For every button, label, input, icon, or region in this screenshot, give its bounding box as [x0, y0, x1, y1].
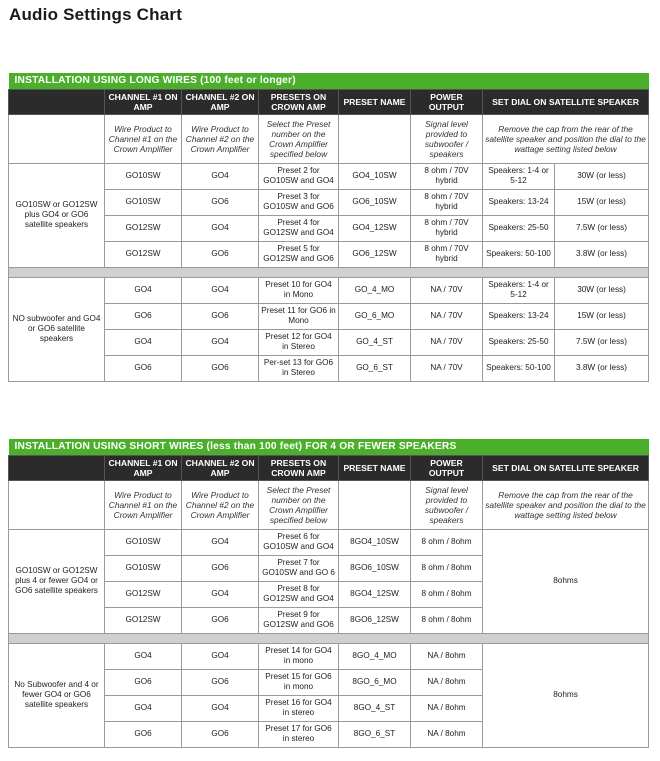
speakers-cell: Speakers: 25-50: [483, 215, 555, 241]
power-output-cell: 8 ohm / 70V hybrid: [411, 215, 483, 241]
preset-name-cell: 8GO4_10SW: [339, 529, 411, 555]
header-blank-cell: [9, 455, 105, 480]
header-row: [9, 89, 649, 114]
speakers-cell: Speakers: 1-4 or 5-12: [483, 277, 555, 303]
channel-2-cell: GO6: [182, 555, 259, 581]
speakers-cell: Speakers: 50-100: [483, 355, 555, 381]
description-channel-2: Wire Product to Channel #2 on the Crown Amplifier: [182, 480, 259, 529]
description-row: [9, 114, 649, 163]
power-output-cell: NA / 8ohm: [411, 721, 483, 747]
description-presets: Select the Preset number on the Crown Amplifier specified below: [259, 480, 339, 529]
channel-2-cell: GO6: [182, 241, 259, 267]
wattage-cell: 3.8W (or less): [555, 241, 649, 267]
table-row: [9, 277, 649, 303]
preset-name-cell: GO_4_MO: [339, 277, 411, 303]
preset-cell: Preset 4 for GO12SW and GO4: [259, 215, 339, 241]
channel-1-cell: GO6: [105, 303, 182, 329]
preset-name-cell: GO4_10SW: [339, 163, 411, 189]
channel-1-cell: GO4: [105, 643, 182, 669]
speakers-cell: Speakers: 1-4 or 5-12: [483, 163, 555, 189]
channel-1-cell: GO6: [105, 355, 182, 381]
power-output-cell: 8 ohm / 8ohm: [411, 529, 483, 555]
table-row: [9, 163, 649, 189]
wattage-cell: 7.5W (or less): [555, 329, 649, 355]
channel-1-cell: GO6: [105, 721, 182, 747]
channel-2-cell: GO4: [182, 163, 259, 189]
description-blank-cell: [9, 114, 105, 163]
wattage-cell: 3.8W (or less): [555, 355, 649, 381]
wattage-cell: 30W (or less): [555, 277, 649, 303]
table-row: [9, 329, 649, 355]
preset-cell: Preset 12 for GO4 in Stereo: [259, 329, 339, 355]
channel-2-cell: GO6: [182, 355, 259, 381]
channel-1-cell: GO4: [105, 695, 182, 721]
channel-1-cell: GO12SW: [105, 607, 182, 633]
preset-name-cell: GO4_12SW: [339, 215, 411, 241]
speakers-cell: Speakers: 13-24: [483, 303, 555, 329]
description-row: [9, 480, 649, 529]
table-row: [9, 529, 649, 555]
separator-cell: [9, 633, 649, 643]
channel-2-cell: GO4: [182, 695, 259, 721]
description-channel-1: Wire Product to Channel #1 on the Crown Amplifier: [105, 114, 182, 163]
preset-cell: Preset 15 for GO6 in mono: [259, 669, 339, 695]
header-channel-2: CHANNEL #2 ON AMP: [182, 455, 259, 480]
channel-2-cell: GO4: [182, 581, 259, 607]
header-row: [9, 455, 649, 480]
channel-2-cell: GO6: [182, 303, 259, 329]
power-output-cell: NA / 70V: [411, 355, 483, 381]
header-channel-1: CHANNEL #1 ON AMP: [105, 89, 182, 114]
description-power-output: Signal level provided to subwoofer / speakers: [411, 114, 483, 163]
power-output-cell: 8 ohm / 8ohm: [411, 581, 483, 607]
satellite-dial-cell: 8ohms: [483, 529, 649, 633]
banner-row: [9, 73, 649, 89]
channel-1-cell: GO6: [105, 669, 182, 695]
description-preset-name: [339, 114, 411, 163]
preset-cell: Preset 14 for GO4 in mono: [259, 643, 339, 669]
table-banner: INSTALLATION USING SHORT WIRES (less than 100 feet) FOR 4 OR FEWER SPEAKERS: [9, 439, 649, 455]
wattage-cell: 15W (or less): [555, 303, 649, 329]
preset-cell: Preset 3 for GO10SW and GO6: [259, 189, 339, 215]
power-output-cell: 8 ohm / 70V hybrid: [411, 189, 483, 215]
description-channel-1: Wire Product to Channel #1 on the Crown Amplifier: [105, 480, 182, 529]
page-title: Audio Settings Chart: [9, 5, 183, 24]
preset-name-cell: GO_6_ST: [339, 355, 411, 381]
channel-1-cell: GO10SW: [105, 163, 182, 189]
channel-1-cell: GO4: [105, 277, 182, 303]
header-preset-name: PRESET NAME: [339, 89, 411, 114]
description-blank-cell: [9, 480, 105, 529]
preset-cell: Preset 6 for GO10SW and GO4: [259, 529, 339, 555]
power-output-cell: 8 ohm / 70V hybrid: [411, 163, 483, 189]
header-power-output: POWER OUTPUT: [411, 89, 483, 114]
description-satellite-dial: Remove the cap from the rear of the satellite speaker and position the dial to the wattage setting listed below: [483, 114, 649, 163]
channel-2-cell: GO6: [182, 607, 259, 633]
channel-2-cell: GO6: [182, 669, 259, 695]
channel-2-cell: GO4: [182, 643, 259, 669]
power-output-cell: NA / 70V: [411, 303, 483, 329]
group-label: NO subwoofer and GO4 or GO6 satellite speakers: [9, 277, 105, 381]
header-channel-2: CHANNEL #2 ON AMP: [182, 89, 259, 114]
preset-name-cell: GO6_12SW: [339, 241, 411, 267]
power-output-cell: 8 ohm / 8ohm: [411, 607, 483, 633]
power-output-cell: NA / 8ohm: [411, 643, 483, 669]
power-output-cell: NA / 8ohm: [411, 695, 483, 721]
channel-1-cell: GO10SW: [105, 555, 182, 581]
channel-1-cell: GO12SW: [105, 215, 182, 241]
header-presets: PRESETS ON CROWN AMP: [259, 455, 339, 480]
description-preset-name: [339, 480, 411, 529]
preset-name-cell: 8GO_4_ST: [339, 695, 411, 721]
power-output-cell: NA / 70V: [411, 329, 483, 355]
group-label: No Subwoofer and 4 or fewer GO4 or GO6 satellite speakers: [9, 643, 105, 747]
channel-1-cell: GO12SW: [105, 581, 182, 607]
separator-row: [9, 633, 649, 643]
speakers-cell: Speakers: 13-24: [483, 189, 555, 215]
header-preset-name: PRESET NAME: [339, 455, 411, 480]
speakers-cell: Speakers: 50-100: [483, 241, 555, 267]
separator-cell: [9, 267, 649, 277]
channel-1-cell: GO10SW: [105, 529, 182, 555]
wattage-cell: 15W (or less): [555, 189, 649, 215]
power-output-cell: 8 ohm / 70V hybrid: [411, 241, 483, 267]
channel-2-cell: GO4: [182, 277, 259, 303]
long-wires-table: [8, 73, 649, 382]
preset-name-cell: 8GO6_12SW: [339, 607, 411, 633]
channel-2-cell: GO4: [182, 529, 259, 555]
preset-name-cell: 8GO_6_ST: [339, 721, 411, 747]
channel-2-cell: GO4: [182, 329, 259, 355]
satellite-dial-cell: 8ohms: [483, 643, 649, 747]
table-row: [9, 355, 649, 381]
description-presets: Select the Preset number on the Crown Amplifier specified below: [259, 114, 339, 163]
preset-cell: Preset 16 for GO4 in stereo: [259, 695, 339, 721]
power-output-cell: NA / 70V: [411, 277, 483, 303]
channel-2-cell: GO6: [182, 721, 259, 747]
channel-2-cell: GO4: [182, 215, 259, 241]
channel-1-cell: GO10SW: [105, 189, 182, 215]
preset-cell: Per-set 13 for GO6 in Stereo: [259, 355, 339, 381]
preset-cell: Preset 11 for GO6 in Mono: [259, 303, 339, 329]
description-satellite-dial: Remove the cap from the rear of the satellite speaker and position the dial to the wattage setting listed below: [483, 480, 649, 529]
preset-name-cell: 8GO4_12SW: [339, 581, 411, 607]
preset-name-cell: 8GO_6_MO: [339, 669, 411, 695]
group-label: GO10SW or GO12SW plus GO4 or GO6 satellite speakers: [9, 163, 105, 267]
preset-name-cell: GO_6_MO: [339, 303, 411, 329]
preset-cell: Preset 2 for GO10SW and GO4: [259, 163, 339, 189]
wattage-cell: 7.5W (or less): [555, 215, 649, 241]
preset-cell: Preset 10 for GO4 in Mono: [259, 277, 339, 303]
header-satellite-dial: SET DIAL ON SATELLITE SPEAKER: [483, 89, 649, 114]
group-label: GO10SW or GO12SW plus 4 or fewer GO4 or GO6 satellite speakers: [9, 529, 105, 633]
preset-name-cell: GO6_10SW: [339, 189, 411, 215]
power-output-cell: 8 ohm / 8ohm: [411, 555, 483, 581]
table-banner: INSTALLATION USING LONG WIRES (100 feet or longer): [9, 73, 649, 89]
preset-cell: Preset 7 for GO10SW and GO 6: [259, 555, 339, 581]
power-output-cell: NA / 8ohm: [411, 669, 483, 695]
preset-name-cell: GO_4_ST: [339, 329, 411, 355]
description-channel-2: Wire Product to Channel #2 on the Crown Amplifier: [182, 114, 259, 163]
preset-name-cell: 8GO6_10SW: [339, 555, 411, 581]
wattage-cell: 30W (or less): [555, 163, 649, 189]
short-wires-table: [8, 439, 649, 748]
table-row: [9, 241, 649, 267]
description-power-output: Signal level provided to subwoofer / speakers: [411, 480, 483, 529]
header-presets: PRESETS ON CROWN AMP: [259, 89, 339, 114]
header-satellite-dial: SET DIAL ON SATELLITE SPEAKER: [483, 455, 649, 480]
separator-row: [9, 267, 649, 277]
header-power-output: POWER OUTPUT: [411, 455, 483, 480]
preset-cell: Preset 5 for GO12SW and GO6: [259, 241, 339, 267]
preset-name-cell: 8GO_4_MO: [339, 643, 411, 669]
header-channel-1: CHANNEL #1 ON AMP: [105, 455, 182, 480]
table-row: [9, 215, 649, 241]
preset-cell: Preset 17 for GO6 in stereo: [259, 721, 339, 747]
preset-cell: Preset 9 for GO12SW and GO6: [259, 607, 339, 633]
channel-1-cell: GO4: [105, 329, 182, 355]
speakers-cell: Speakers: 25-50: [483, 329, 555, 355]
banner-row: [9, 439, 649, 455]
table-row: [9, 643, 649, 669]
channel-1-cell: GO12SW: [105, 241, 182, 267]
table-row: [9, 303, 649, 329]
preset-cell: Preset 8 for GO12SW and GO4: [259, 581, 339, 607]
channel-2-cell: GO6: [182, 189, 259, 215]
header-blank-cell: [9, 89, 105, 114]
table-row: [9, 189, 649, 215]
